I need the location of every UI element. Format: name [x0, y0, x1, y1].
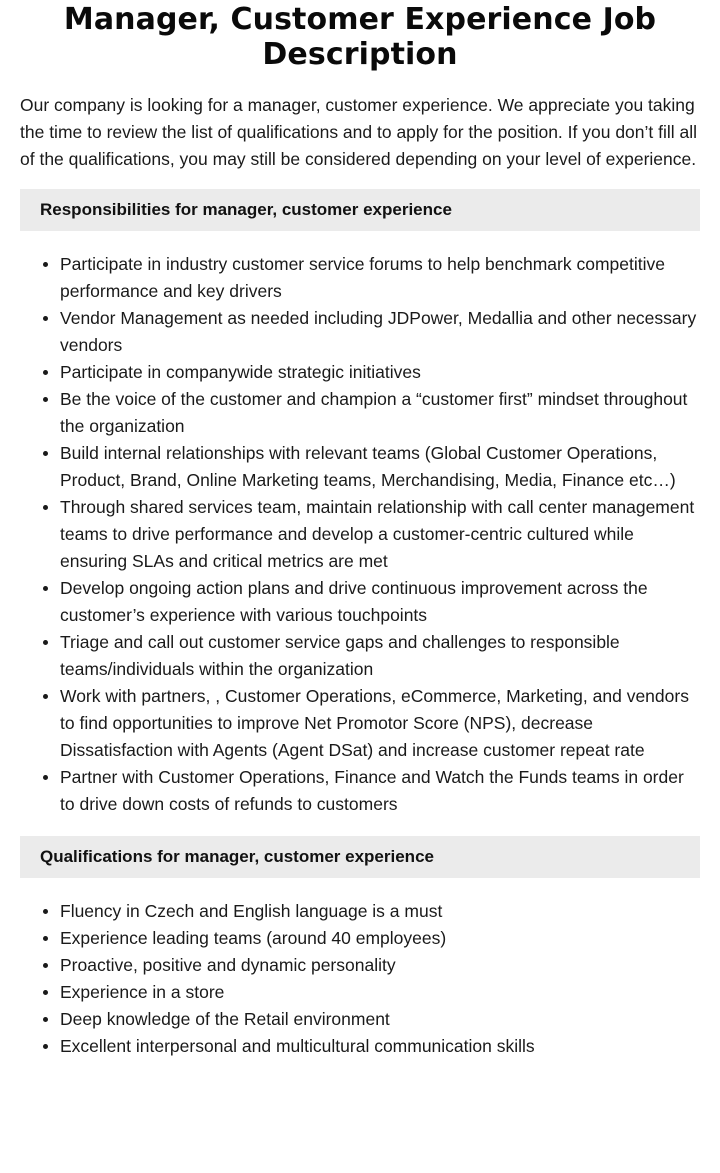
list-item: Be the voice of the customer and champion a “customer first” mindset throughout the organization [60, 386, 700, 440]
list-item: Build internal relationships with relevant teams (Global Customer Operations, Product, Brand, Online Marketing teams, Merchandising, Media, Finance etc…) [60, 440, 700, 494]
page-title: Manager, Customer Experience Job Description [63, 2, 657, 72]
list-item: Excellent interpersonal and multicultural communication skills [60, 1033, 700, 1060]
intro-paragraph: Our company is looking for a manager, customer experience. We appreciate you taking the time to review the list of qualifications and to apply for the position. If you don’t fill all of the qualifications, you may still be considered depending on your level of experience. [20, 95, 698, 169]
list-item: Through shared services team, maintain relationship with call center management teams to drive performance and develop a customer-centric cultured while ensuring SLAs and critical metrics are met [60, 494, 700, 575]
list-item: Experience leading teams (around 40 employees) [60, 925, 700, 952]
list-item: Vendor Management as needed including JDPower, Medallia and other necessary vendors [60, 305, 700, 359]
list-item: Work with partners, , Customer Operations, eCommerce, Marketing, and vendors to find opportunities to improve Net Promotor Score (NPS), decrease Dissatisfaction with Agents (Agent DSat) and increase customer repeat rate [60, 683, 700, 764]
qualifications-list [20, 898, 700, 1060]
list-item: Deep knowledge of the Retail environment [60, 1006, 700, 1033]
list-item: Fluency in Czech and English language is a must [60, 898, 700, 925]
list-item: Proactive, positive and dynamic personality [60, 952, 700, 979]
list-item: Partner with Customer Operations, Finance and Watch the Funds teams in order to drive down costs of refunds to customers [60, 764, 700, 818]
list-item: Triage and call out customer service gaps and challenges to responsible teams/individuals within the organization [60, 629, 700, 683]
responsibilities-heading: Responsibilities for manager, customer experience [20, 189, 700, 231]
list-item: Participate in industry customer service forums to help benchmark competitive performance and key drivers [60, 251, 700, 305]
list-item: Participate in companywide strategic initiatives [60, 359, 700, 386]
responsibilities-list [20, 251, 700, 818]
list-item: Develop ongoing action plans and drive continuous improvement across the customer’s experience with various touchpoints [60, 575, 700, 629]
qualifications-heading: Qualifications for manager, customer experience [20, 836, 700, 878]
list-item: Experience in a store [60, 979, 700, 1006]
